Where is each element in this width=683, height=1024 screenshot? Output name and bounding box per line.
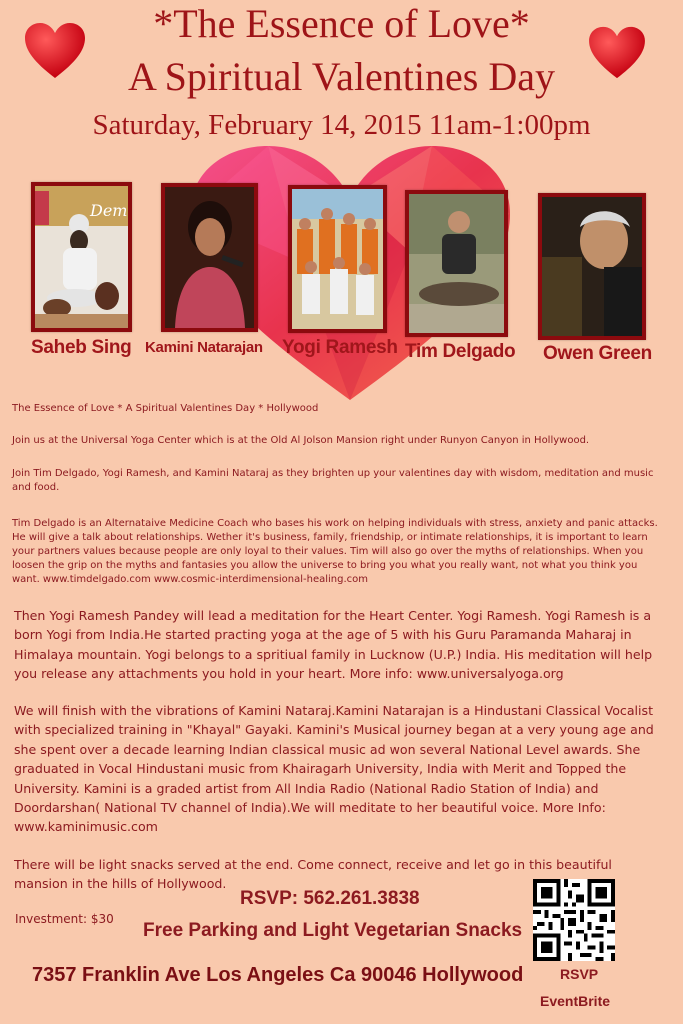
event-subtitle: A Spiritual Valentines Day [128,54,555,99]
parking-snacks: Free Parking and Light Vegetarian Snacks [143,920,523,941]
body-paragraph: There will be light snacks served at the end. Come connect, receive and let go in this beautiful mansion in the hills of Hollywood. [14,857,612,892]
body-paragraph: Then Yogi Ramesh Pandey will lead a meditation for the Heart Center. Yogi Ramesh. Yogi Ramesh is a born Yogi from India.He started practing yoga at the age of 5 with his Guru Paramanda Maharaj in Himalaya mountain. Yogi belongs to a spritiual family in Lucknow (U.P.) India. His meditation will help you release any attachments you hold in your heart. More info: www.universalyoga.org [14,608,653,682]
photo-yogi-ramesh [288,185,387,333]
performer-name: Tim Delgado [405,341,516,362]
qr-caption: RSVP [560,966,599,982]
intro-paragraph: Join Tim Delgado, Yogi Ramesh, and Kamini Nataraj as they brighten up your valentines day with wisdom, meditation and music and food. [12,468,654,493]
intro-line: The Essence of Love * A Spiritual Valentines Day * Hollywood [12,403,319,414]
event-date: Saturday, February 14, 2015 11am-1:00pm [92,109,591,141]
intro-paragraph: Tim Delgado is an Alternataive Medicine Coach who bases his work on helping individuals with stress, anxiety and panic attacks. He will give a talk about relationships. Wether it's business, family, friendship, or intimate relationships, it is important to learn your partners values because people are only loyal to their values. Tim will also go over the myths of relationships. When you loosen the grip on the myths and fantasies you allow the universe to bring you what you really want, not what you think you want. www.timdelgado.com www.cosmic-interdimensional-healing.com [12,518,658,585]
performer-name: Yogi Ramesh [282,337,398,358]
performer-name: Kamini Natarajan [145,339,263,356]
photo-tim-delgado [405,190,508,337]
body-paragraph: We will finish with the vibrations of Kamini Nataraj.Kamini Natarajan is a Hindustani Classical Vocalist with specialized training in "Khayal" Gayaki. Kamini's Musical journey began at a very young age and she spent over a decade learning Indian classical music ad won several National Level awards. She graduated in Vocal Hindustani music from Khairagarh University, India with Merit and Topped the University. Kamini is a graded artist from All India Radio (National Radio Station of India) and Doordarshan( National TV channel of India).We will meditate to her beautiful voice. More Info: www.kaminimusic.com [14,703,654,835]
photo-owen-green [538,193,646,340]
photo-banner-text: Dem [90,201,128,220]
performer-name: Saheb Sing [31,337,132,358]
investment-price: Investment: $30 [15,912,114,926]
qr-caption: EventBrite [540,993,611,1009]
performer-name: Owen Green [543,343,652,364]
event-title: *The Essence of Love* [153,1,530,46]
photo-kamini-natarajan [161,183,258,332]
event-address: 7357 Franklin Ave Los Angeles Ca 90046 Hollywood [32,964,524,986]
qr-code[interactable] [533,879,615,961]
intro-paragraph: Join us at the Universal Yoga Center which is at the Old Al Jolson Mansion right under Runyon Canyon in Hollywood. [12,435,590,446]
rsvp-phone: RSVP: 562.261.3838 [240,888,420,909]
photo-saheb-sing [31,182,132,332]
